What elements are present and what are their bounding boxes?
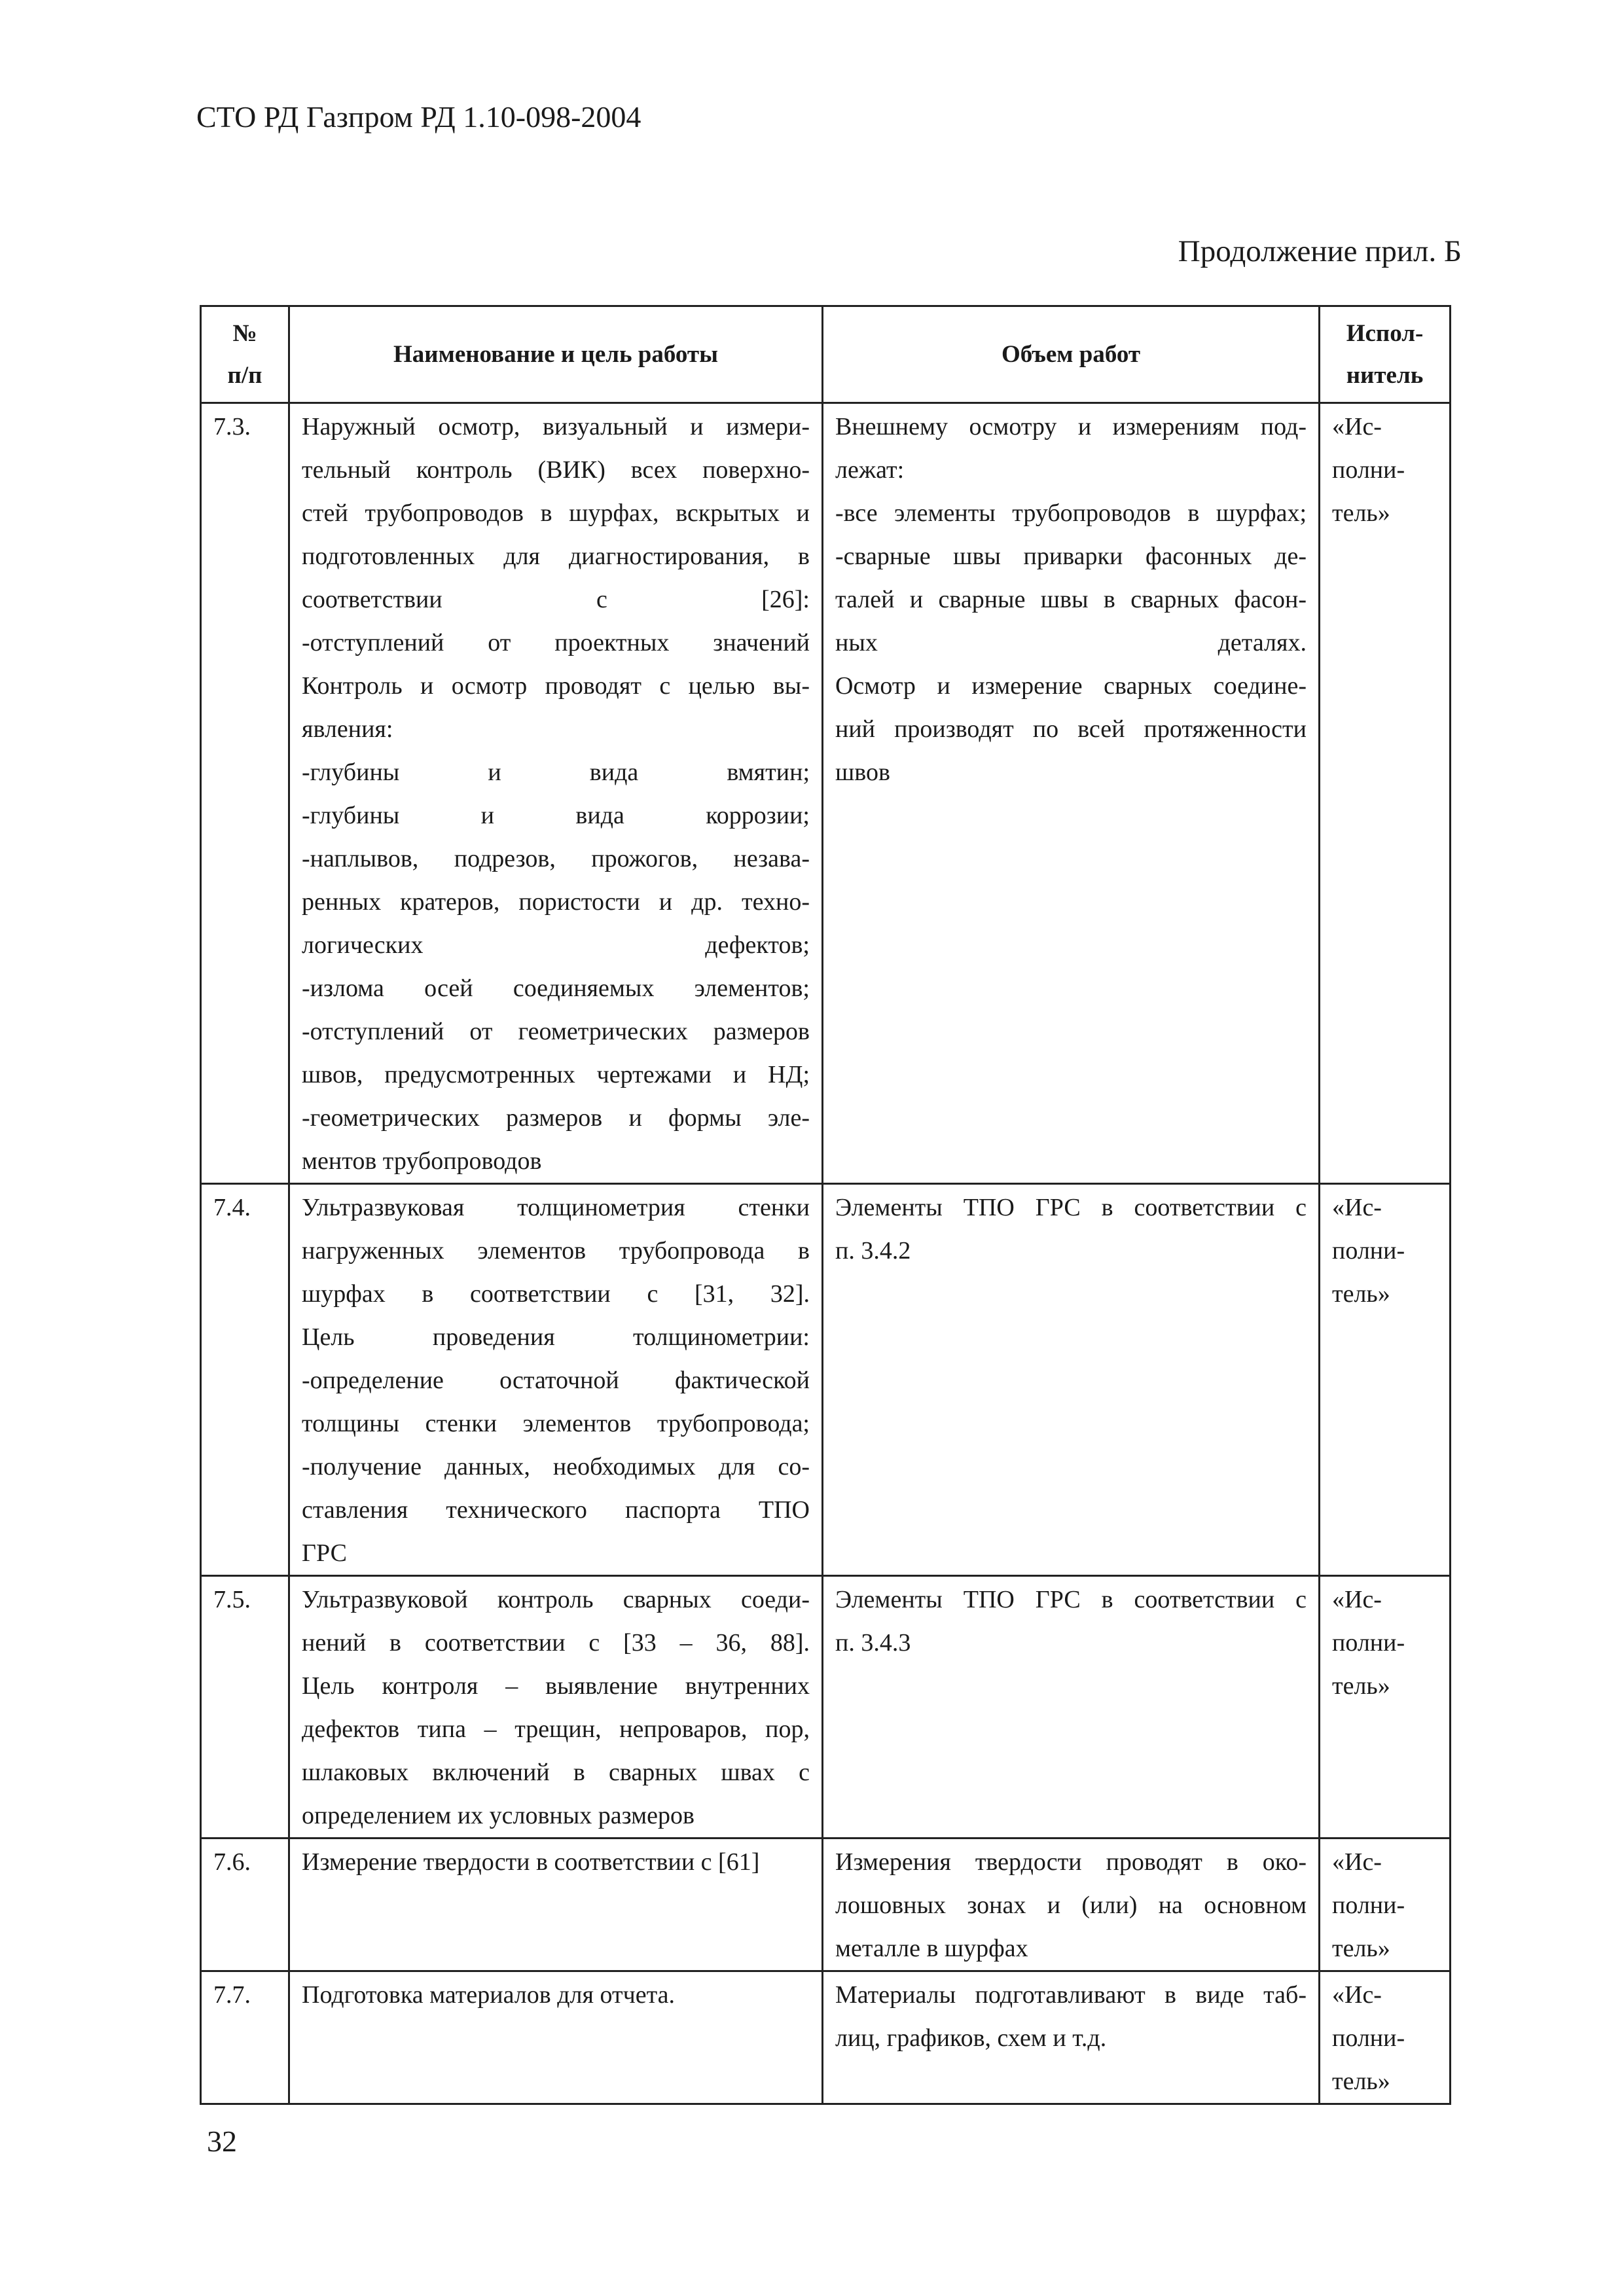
work-volume-line: Материалы подготавливают в виде таб-: [835, 1981, 1307, 2009]
column-header-number-bottom: п/п: [227, 361, 262, 389]
column-header-executor-top: Испол-: [1346, 319, 1424, 347]
work-volume-cell: [823, 403, 1320, 1184]
work-name-line: ГРС: [302, 1539, 347, 1567]
work-name-line: Цель контроля – выявление внутренних: [302, 1672, 810, 1700]
work-name-cell: [289, 403, 823, 1184]
executor-line: полни-: [1332, 456, 1405, 484]
work-name-line: ренных кратеров, пористости и др. техно-: [302, 888, 810, 916]
work-volume-cell: [823, 1184, 1320, 1576]
column-header-executor: [1320, 306, 1451, 403]
table-body: [201, 403, 1451, 2104]
work-volume-line: талей и сварные швы в сварных фасон-: [835, 586, 1307, 613]
work-name-line: -получение данных, необходимых для со-: [302, 1453, 810, 1480]
work-name-line: -отступлений от проектных значений: [302, 629, 810, 656]
table-row: [201, 403, 1451, 1184]
work-name-line: -отступлений от геометрических размеров: [302, 1018, 810, 1045]
work-name-line: подготовленных для диагностирования, в: [302, 543, 810, 570]
table-row: [201, 1184, 1451, 1576]
executor-line: «Ис-: [1332, 1848, 1382, 1876]
work-volume-line: Осмотр и измерение сварных соедине-: [835, 672, 1307, 700]
work-name-line: определением их условных размеров: [302, 1802, 695, 1829]
work-name-line: логических дефектов;: [302, 931, 810, 959]
work-volume-line: ний производят по всей протяженности: [835, 715, 1307, 743]
executor-line: тель»: [1332, 1672, 1390, 1700]
column-header-number: [201, 306, 289, 403]
executor-line: «Ис-: [1332, 1586, 1382, 1613]
document-code-header: СТО РД Газпром РД 1.10-098-2004: [196, 100, 641, 134]
column-header-volume: Объем работ: [823, 306, 1320, 403]
executor-line: тель»: [1332, 2068, 1390, 2095]
work-name-line: ментов трубопроводов: [302, 1147, 542, 1175]
work-name-cell: [289, 1576, 823, 1839]
work-name-line: нагруженных элементов трубопровода в: [302, 1237, 810, 1265]
row-number-cell: 7.7.: [201, 1971, 289, 2104]
work-name-line: толщины стенки элементов трубопровода;: [302, 1410, 810, 1437]
table-row: [201, 1576, 1451, 1839]
work-name-line: явления:: [302, 715, 393, 743]
work-name-cell: [289, 1971, 823, 2104]
appendix-continuation-note: Продолжение прил. Б: [1178, 234, 1462, 268]
executor-line: тель»: [1332, 499, 1390, 527]
work-name-line: тельный контроль (ВИК) всех поверхно-: [302, 456, 810, 484]
work-name-line: соответствии с [26]:: [302, 586, 810, 613]
work-name-cell: [289, 1184, 823, 1576]
work-name-line: дефектов типа – трещин, непроваров, пор,: [302, 1715, 810, 1743]
work-name-line: стей трубопроводов в шурфах, вскрытых и: [302, 499, 810, 527]
work-volume-line: п. 3.4.3: [835, 1629, 911, 1657]
work-volume-cell: [823, 1839, 1320, 1971]
work-name-line: -излома осей соединяемых элементов;: [302, 975, 810, 1002]
work-name-line: Контроль и осмотр проводят с целью вы-: [302, 672, 810, 700]
executor-line: «Ис-: [1332, 1194, 1382, 1221]
work-volume-line: Внешнему осмотру и измерениям под-: [835, 413, 1307, 440]
column-header-name: Наименование и цель работы: [289, 306, 823, 403]
work-volume-line: лошовных зонах и (или) на основном: [835, 1892, 1307, 1919]
executor-line: полни-: [1332, 2024, 1405, 2052]
work-name-line: -определение остаточной фактической: [302, 1367, 810, 1394]
table-row: [201, 1839, 1451, 1971]
executor-cell: [1320, 1971, 1451, 2104]
row-number-cell: 7.5.: [201, 1576, 289, 1839]
work-name-line: -геометрических размеров и формы эле-: [302, 1104, 810, 1132]
work-volume-line: -сварные швы приварки фасонных де-: [835, 543, 1307, 570]
page-number: 32: [207, 2125, 237, 2158]
work-volume-cell: [823, 1576, 1320, 1839]
executor-line: полни-: [1332, 1237, 1405, 1265]
executor-line: тель»: [1332, 1935, 1390, 1962]
work-name-line: Наружный осмотр, визуальный и измери-: [302, 413, 810, 440]
work-name-line: нений в соответствии с [33 – 36, 88].: [302, 1629, 810, 1657]
work-volume-line: -все элементы трубопроводов в шурфах;: [835, 499, 1307, 527]
work-volume-line: Элементы ТПО ГРС в соответствии с: [835, 1586, 1307, 1613]
executor-line: «Ис-: [1332, 1981, 1382, 2009]
work-volume-line: лиц, графиков, схем и т.д.: [835, 2024, 1107, 2052]
column-header-number-top: №: [232, 319, 257, 347]
work-name-cell: [289, 1839, 823, 1971]
executor-cell: [1320, 1839, 1451, 1971]
work-volume-line: металле в шурфах: [835, 1935, 1028, 1962]
work-name-line: ставления технического паспорта ТПО: [302, 1496, 810, 1524]
work-name-line: Подготовка материалов для отчета.: [302, 1981, 675, 2009]
table-row: [201, 1971, 1451, 2104]
work-name-line: шлаковых включений в сварных швах с: [302, 1759, 810, 1786]
work-volume-line: ных деталях.: [835, 629, 1307, 656]
work-name-line: Ультразвуковая толщинометрия стенки: [302, 1194, 810, 1221]
work-name-line: -наплывов, подрезов, прожогов, незава-: [302, 845, 810, 872]
work-volume-cell: [823, 1971, 1320, 2104]
work-volume-line: швов: [835, 759, 890, 786]
row-number-cell: 7.4.: [201, 1184, 289, 1576]
work-name-line: шурфах в соответствии с [31, 32].: [302, 1280, 810, 1308]
work-name-line: швов, предусмотренных чертежами и НД;: [302, 1061, 810, 1088]
column-header-executor-bottom: нитель: [1346, 361, 1424, 389]
work-name-line: -глубины и вида вмятин;: [302, 759, 810, 786]
work-volume-line: Измерения твердости проводят в око-: [835, 1848, 1307, 1876]
work-volume-line: лежат:: [835, 456, 905, 484]
works-table: [200, 305, 1451, 2105]
executor-line: полни-: [1332, 1892, 1405, 1919]
work-name-line: Измерение твердости в соответствии с [61]: [302, 1848, 760, 1876]
executor-line: полни-: [1332, 1629, 1405, 1657]
work-name-line: -глубины и вида коррозии;: [302, 802, 810, 829]
work-volume-line: Элементы ТПО ГРС в соответствии с: [835, 1194, 1307, 1221]
work-name-line: Ультразвуковой контроль сварных соеди-: [302, 1586, 810, 1613]
executor-cell: [1320, 1576, 1451, 1839]
executor-cell: [1320, 1184, 1451, 1576]
table-header: [201, 306, 1451, 403]
executor-line: тель»: [1332, 1280, 1390, 1308]
executor-line: «Ис-: [1332, 413, 1382, 440]
work-name-line: Цель проведения толщинометрии:: [302, 1323, 810, 1351]
row-number-cell: 7.6.: [201, 1839, 289, 1971]
row-number-cell: 7.3.: [201, 403, 289, 1184]
executor-cell: [1320, 403, 1451, 1184]
work-volume-line: п. 3.4.2: [835, 1237, 911, 1265]
